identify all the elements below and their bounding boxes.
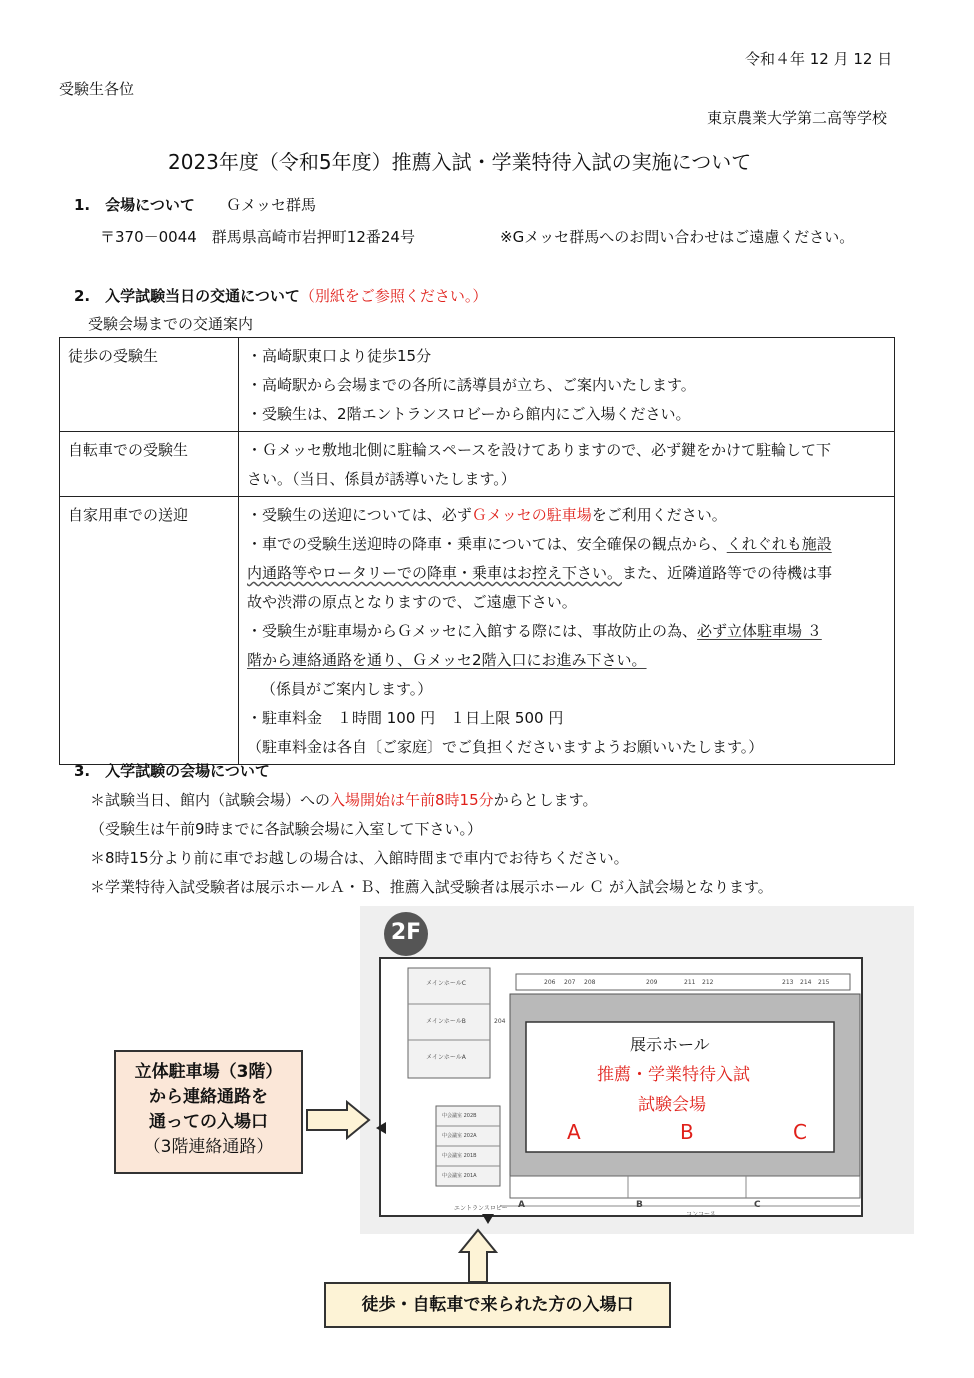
venue-address: 〒370－0044 群馬県高崎市岩押町12番24号 [100,228,415,246]
venue-contact-note: ※Gメッセ群馬へのお問い合わせはご遠慮ください。 [500,228,855,246]
addressee: 受験生各位 [59,80,135,98]
row-line: ・駐車料金 １時間 100 円 １日上限 500 円 [247,709,564,727]
transport-table [59,337,895,765]
hall-exam-label: 推薦・学業特待入試 [597,1065,750,1085]
row-content [239,497,895,765]
section3-heading: 3. 入学試験の会場について [74,762,270,780]
meeting-room-label: 中会議室 201B [442,1153,477,1159]
entrance-mark: C [754,1200,761,1210]
hall-small-label: 204 [494,1018,506,1025]
row-line: ・受験生の送迎については、必ずＧメッセの駐車場をご利用ください。 [247,506,727,524]
room-number: 213 [782,979,794,986]
row-content [239,432,895,497]
meeting-room-label: 中会議室 201A [442,1173,477,1179]
room-number: 209 [646,979,658,986]
parking-entrance-box [114,1050,303,1174]
zone-a: A [567,1120,581,1144]
hall-small-label: メインホールB [426,1018,466,1025]
entrance-mark: B [636,1200,643,1210]
row-line: （係員がご案内します。） [261,680,433,698]
row-line: ・車での受験生送迎時の降車・乗車については、安全確保の観点から、くれぐれも施設 [247,535,832,553]
concourse-label: コンコース [686,1211,716,1218]
section3-note-3: ＊8時15分より前に車でお越しの場合は、入館時間まで車内でお待ちください。 [90,849,629,867]
meeting-room-label: 中会議室 202B [442,1113,477,1119]
entrance-mark: A [518,1200,525,1210]
row-line: ・受験生が駐車場からＧメッセに入館する際には、事故防止の為、必ず立体駐車場 ３ [247,622,822,640]
room-number: 211 [684,979,696,986]
parking-entrance-line: （3階連絡通路） [143,1137,274,1157]
hall-exam-label-2: 試験会場 [638,1095,706,1115]
row-line: （駐車料金は各自〔ご家庭〕でご負担くださいますようお願いいたします。） [247,738,764,756]
transport-subheading: 受験会場までの交通案内 [88,315,254,333]
parking-emphasis: Ｇメッセの駐車場 [471,506,592,524]
parking-entrance-line: から連絡通路を [149,1087,268,1107]
parking-entrance-line: 立体駐車場（3階） [134,1062,283,1082]
hall-title: 展示ホール [630,1035,710,1054]
row-line: ・高崎駅から会場までの各所に誘導員が立ち、ご案内いたします。 [247,376,696,394]
school-name: 東京農業大学第二高等学校 [707,109,888,127]
document-title: 2023年度（令和5年度）推薦入試・学業特待入試の実施について [168,150,752,174]
floor-map [360,906,914,1234]
row-line: ・高崎駅東口より徒歩15分 [247,347,432,365]
row-label: 自転車での受験生 [60,432,239,497]
walk-bike-entrance-box: 徒歩・自転車で来られた方の入場口 [324,1282,671,1328]
table-row [60,338,895,432]
hall-small-label: メインホールA [426,1054,466,1061]
table-row [60,497,895,765]
room-number: 214 [800,979,812,986]
room-number: 208 [584,979,596,986]
parking-entrance-line: 通っての入場口 [149,1112,268,1132]
row-label: 徒歩の受験生 [60,338,239,432]
venue-name: Ｇメッセ群馬 [226,196,317,214]
section1-heading: 1. 会場について [74,196,195,214]
floor-badge: 2F [390,920,422,945]
section3-note-2: （受験生は午前9時までに各試験会場に入室して下さい。） [90,820,483,838]
section3-note-4: ＊学業特待入試受験者は展示ホールＡ・Ｂ、推薦入試受験者は展示ホール Ｃ が入試会場となります。 [90,878,773,896]
row-content [239,338,895,432]
zone-b: B [680,1120,694,1144]
section3-note-1: ＊試験当日、館内（試験会場）への入場開始は午前8時15分からとします。 [90,791,598,809]
room-number: 212 [702,979,714,986]
room-number: 206 [544,979,556,986]
row-line: さい。（当日、係員が誘導いたします。） [247,470,516,488]
hall-small-label: メインホールC [426,980,466,987]
section2-heading [74,285,487,306]
arrow-up-icon [458,1228,498,1284]
row-line: 階から連絡通路を通り、Ｇメッセ2階入口にお進み下さい。 [247,651,647,669]
row-line: 故や渋滞の原点となりますので、ご遠慮下さい。 [247,593,577,611]
entry-time-emphasis: 入場開始は午前8時15分 [330,791,494,809]
row-line: ・受験生は、2階エントランスロビーから館内にご入場ください。 [247,405,691,423]
room-number: 215 [818,979,830,986]
row-label: 自家用車での送迎 [60,497,239,765]
row-line: ・Ｇメッセ敷地北側に駐輪スペースを設けてありますので、必ず鍵をかけて駐輪して下 [247,441,831,459]
zone-c: C [793,1120,807,1144]
arrow-right-icon [305,1100,373,1140]
section2-heading-text: 2. 入学試験当日の交通について [74,287,300,305]
row-line: 内通路等やロータリーでの降車・乗車はお控え下さい。また、近隣道路等での待機は事 [247,564,833,582]
table-row [60,432,895,497]
document-date: 令和４年 12 月 12 日 [745,50,893,68]
room-number: 207 [564,979,576,986]
meeting-room-label: 中会議室 202A [442,1133,477,1139]
section2-heading-note: （別紙をご参照ください。） [299,287,488,305]
lobby-label: エントランスロビー [454,1205,508,1212]
